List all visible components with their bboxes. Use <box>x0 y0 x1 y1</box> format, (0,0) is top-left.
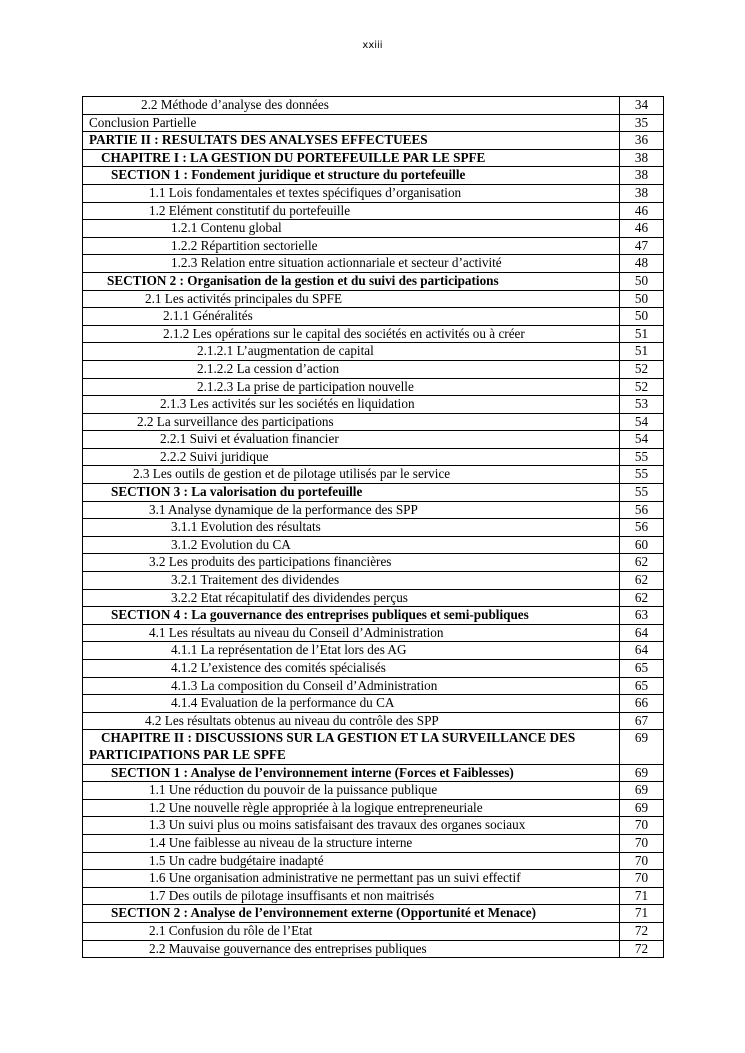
toc-entry-title: CHAPITRE II : DISCUSSIONS SUR LA GESTION ET LA SURVEILLANCE DES PARTICIPATIONS PAR LE SPFE <box>83 730 620 764</box>
toc-entry-title: CHAPITRE I : LA GESTION DU PORTEFEUILLE PAR LE SPFE <box>83 149 620 167</box>
toc-entry-title: 4.1 Les résultats au niveau du Conseil d’Administration <box>83 624 620 642</box>
toc-row <box>83 184 664 202</box>
toc-entry-page: 54 <box>620 413 664 431</box>
table-of-contents <box>82 96 664 958</box>
toc-entry-title: 2.1.2.1 L’augmentation de capital <box>83 343 620 361</box>
toc-row <box>83 905 664 923</box>
toc-row <box>83 378 664 396</box>
toc-entry-page: 70 <box>620 852 664 870</box>
toc-entry-page: 55 <box>620 466 664 484</box>
toc-row <box>83 834 664 852</box>
toc-entry-page: 65 <box>620 677 664 695</box>
toc-entry-page: 66 <box>620 695 664 713</box>
toc-entry-page: 71 <box>620 887 664 905</box>
toc-entry-title: 1.2.1 Contenu global <box>83 220 620 238</box>
toc-entry-page: 50 <box>620 272 664 290</box>
toc-entry-title: 1.5 Un cadre budgétaire inadapté <box>83 852 620 870</box>
toc-row <box>83 343 664 361</box>
toc-row <box>83 114 664 132</box>
toc-entry-title: SECTION 2 : Organisation de la gestion et du suivi des participations <box>83 272 620 290</box>
toc-entry-title: 2.1.2.3 La prise de participation nouvelle <box>83 378 620 396</box>
toc-entry-title: 1.3 Un suivi plus ou moins satisfaisant des travaux des organes sociaux <box>83 817 620 835</box>
toc-row <box>83 695 664 713</box>
toc-entry-page: 56 <box>620 501 664 519</box>
toc-entry-title: 2.1.1 Généralités <box>83 308 620 326</box>
toc-row <box>83 764 664 782</box>
toc-row <box>83 572 664 590</box>
toc-row <box>83 255 664 273</box>
toc-entry-page: 64 <box>620 624 664 642</box>
toc-row <box>83 220 664 238</box>
toc-row <box>83 642 664 660</box>
toc-entry-title: 1.6 Une organisation administrative ne permettant pas un suivi effectif <box>83 870 620 888</box>
toc-entry-page: 72 <box>620 922 664 940</box>
toc-entry-page: 55 <box>620 448 664 466</box>
toc-row <box>83 799 664 817</box>
toc-entry-page: 46 <box>620 202 664 220</box>
toc-row <box>83 413 664 431</box>
toc-entry-title: 2.1.2 Les opérations sur le capital des sociétés en activités ou à créer <box>83 325 620 343</box>
toc-entry-title: 2.1 Les activités principales du SPFE <box>83 290 620 308</box>
toc-entry-title: 2.3 Les outils de gestion et de pilotage utilisés par le service <box>83 466 620 484</box>
toc-entry-page: 48 <box>620 255 664 273</box>
toc-entry-page: 69 <box>620 782 664 800</box>
toc-entry-page: 69 <box>620 730 664 764</box>
toc-entry-page: 50 <box>620 290 664 308</box>
toc-entry-title: SECTION 1 : Fondement juridique et structure du portefeuille <box>83 167 620 185</box>
toc-entry-page: 69 <box>620 799 664 817</box>
toc-entry-title: 1.2.3 Relation entre situation actionnariale et secteur d’activité <box>83 255 620 273</box>
toc-entry-page: 65 <box>620 660 664 678</box>
toc-entry-title: 1.4 Une faiblesse au niveau de la structure interne <box>83 834 620 852</box>
toc-entry-page: 70 <box>620 870 664 888</box>
toc-entry-title: 2.1 Confusion du rôle de l’Etat <box>83 922 620 940</box>
toc-entry-page: 62 <box>620 589 664 607</box>
toc-row <box>83 272 664 290</box>
page-number: xxiii <box>362 40 383 51</box>
toc-entry-title: PARTIE II : RESULTATS DES ANALYSES EFFECTUEES <box>83 132 620 150</box>
toc-entry-title: 4.2 Les résultats obtenus au niveau du contrôle des SPP <box>83 712 620 730</box>
toc-row <box>83 97 664 115</box>
toc-entry-title: 3.2 Les produits des participations financières <box>83 554 620 572</box>
toc-entry-page: 38 <box>620 167 664 185</box>
toc-entry-title: 1.2 Elément constitutif du portefeuille <box>83 202 620 220</box>
toc-entry-title: SECTION 1 : Analyse de l’environnement interne (Forces et Faiblesses) <box>83 764 620 782</box>
toc-row <box>83 448 664 466</box>
toc-entry-title: SECTION 2 : Analyse de l’environnement externe (Opportunité et Menace) <box>83 905 620 923</box>
toc-row <box>83 501 664 519</box>
toc-entry-title: 1.2 Une nouvelle règle appropriée à la logique entrepreneuriale <box>83 799 620 817</box>
toc-row <box>83 660 664 678</box>
toc-entry-page: 38 <box>620 184 664 202</box>
toc-entry-page: 52 <box>620 378 664 396</box>
toc-entry-page: 38 <box>620 149 664 167</box>
toc-row <box>83 290 664 308</box>
toc-row <box>83 607 664 625</box>
toc-row <box>83 940 664 958</box>
toc-row <box>83 431 664 449</box>
toc-entry-page: 34 <box>620 97 664 115</box>
toc-row <box>83 149 664 167</box>
toc-entry-title: Conclusion Partielle <box>83 114 620 132</box>
toc-entry-page: 72 <box>620 940 664 958</box>
toc-row <box>83 325 664 343</box>
toc-row <box>83 677 664 695</box>
toc-row <box>83 466 664 484</box>
toc-entry-page: 62 <box>620 554 664 572</box>
toc-entry-page: 70 <box>620 834 664 852</box>
toc-entry-page: 47 <box>620 237 664 255</box>
toc-row <box>83 554 664 572</box>
toc-row <box>83 817 664 835</box>
toc-entry-page: 46 <box>620 220 664 238</box>
toc-row <box>83 519 664 537</box>
toc-row <box>83 589 664 607</box>
toc-entry-page: 62 <box>620 572 664 590</box>
toc-entry-page: 52 <box>620 360 664 378</box>
toc-entry-page: 69 <box>620 764 664 782</box>
toc-row <box>83 202 664 220</box>
toc-entry-page: 55 <box>620 484 664 502</box>
toc-entry-title: 2.2 Mauvaise gouvernance des entreprises publiques <box>83 940 620 958</box>
toc-entry-page: 67 <box>620 712 664 730</box>
toc-entry-title: 3.1.1 Evolution des résultats <box>83 519 620 537</box>
toc-body <box>83 97 664 958</box>
toc-row <box>83 922 664 940</box>
toc-entry-title: SECTION 3 : La valorisation du portefeuille <box>83 484 620 502</box>
toc-entry-title: 3.2.1 Traitement des dividendes <box>83 572 620 590</box>
toc-entry-title: SECTION 4 : La gouvernance des entreprises publiques et semi-publiques <box>83 607 620 625</box>
toc-entry-title: 2.2 Méthode d’analyse des données <box>83 97 620 115</box>
toc-entry-title: 2.2.2 Suivi juridique <box>83 448 620 466</box>
toc-row <box>83 536 664 554</box>
toc-row <box>83 730 664 764</box>
toc-entry-title: 2.1.2.2 La cession d’action <box>83 360 620 378</box>
toc-entry-title: 4.1.3 La composition du Conseil d’Administration <box>83 677 620 695</box>
toc-entry-title: 3.1 Analyse dynamique de la performance des SPP <box>83 501 620 519</box>
toc-entry-title: 4.1.2 L’existence des comités spécialisés <box>83 660 620 678</box>
toc-entry-page: 36 <box>620 132 664 150</box>
toc-entry-title: 2.2.1 Suivi et évaluation financier <box>83 431 620 449</box>
toc-row <box>83 237 664 255</box>
toc-row <box>83 870 664 888</box>
toc-entry-title: 3.2.2 Etat récapitulatif des dividendes perçus <box>83 589 620 607</box>
toc-entry-title: 1.1 Une réduction du pouvoir de la puissance publique <box>83 782 620 800</box>
toc-entry-page: 64 <box>620 642 664 660</box>
toc-row <box>83 852 664 870</box>
toc-entry-page: 56 <box>620 519 664 537</box>
toc-entry-title: 4.1.4 Evaluation de la performance du CA <box>83 695 620 713</box>
toc-row <box>83 360 664 378</box>
toc-entry-page: 51 <box>620 325 664 343</box>
toc-row <box>83 132 664 150</box>
toc-row <box>83 624 664 642</box>
toc-row <box>83 782 664 800</box>
toc-entry-title: 2.2 La surveillance des participations <box>83 413 620 431</box>
toc-entry-page: 71 <box>620 905 664 923</box>
toc-entry-title: 4.1.1 La représentation de l’Etat lors des AG <box>83 642 620 660</box>
toc-row <box>83 396 664 414</box>
toc-entry-page: 35 <box>620 114 664 132</box>
toc-row <box>83 308 664 326</box>
toc-entry-title: 1.1 Lois fondamentales et textes spécifiques d’organisation <box>83 184 620 202</box>
toc-entry-page: 53 <box>620 396 664 414</box>
toc-entry-page: 54 <box>620 431 664 449</box>
toc-row <box>83 887 664 905</box>
toc-entry-title: 1.2.2 Répartition sectorielle <box>83 237 620 255</box>
toc-row <box>83 167 664 185</box>
toc-entry-page: 60 <box>620 536 664 554</box>
toc-row <box>83 712 664 730</box>
toc-row <box>83 484 664 502</box>
toc-entry-title: 1.7 Des outils de pilotage insuffisants et non maitrisés <box>83 887 620 905</box>
toc-entry-title: 3.1.2 Evolution du CA <box>83 536 620 554</box>
toc-entry-page: 51 <box>620 343 664 361</box>
toc-entry-page: 63 <box>620 607 664 625</box>
toc-entry-page: 70 <box>620 817 664 835</box>
toc-entry-title: 2.1.3 Les activités sur les sociétés en liquidation <box>83 396 620 414</box>
toc-entry-page: 50 <box>620 308 664 326</box>
